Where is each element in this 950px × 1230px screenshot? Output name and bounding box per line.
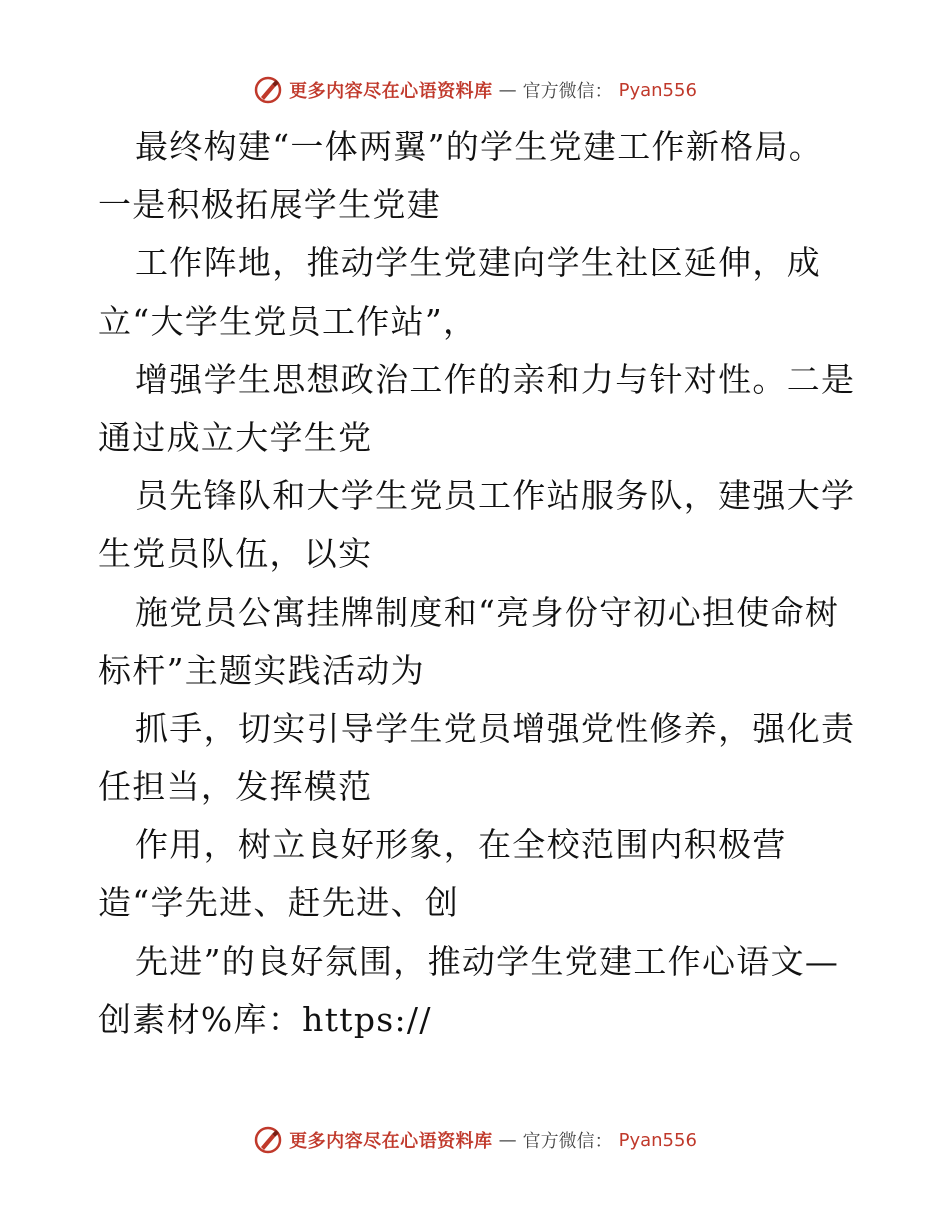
body-line: 先进”的良好氛围，推动学生党建工作心语文— (135, 941, 840, 981)
body-line: 通过成立大学生党 (98, 417, 373, 457)
body-line: 生党员队伍，以实 (98, 534, 373, 574)
watermark-wechat-id: Pyan556 (618, 1129, 697, 1151)
watermark-brand: 更多内容尽在心语资料库 (289, 1131, 493, 1152)
body-line: 造“学先进、赶先进、创 (98, 883, 460, 923)
body-line: 增强学生思想政治工作的亲和力与针对性。二是 (135, 359, 856, 399)
body-line: 一是积极拓展学生党建 (98, 185, 441, 225)
header-watermark (0, 70, 950, 110)
document-body (98, 118, 858, 1049)
watermark-dash: — (498, 79, 517, 101)
footer-watermark (0, 1120, 950, 1160)
pen-logo-icon (253, 75, 283, 105)
body-line: 标杆”主题实践活动为 (98, 650, 425, 690)
watermark-brand: 更多内容尽在心语资料库 (289, 81, 493, 102)
watermark-dash: — (498, 1129, 517, 1151)
body-line: 工作阵地，推动学生党建向学生社区延伸，成 (135, 243, 821, 283)
pen-logo-icon (253, 1125, 283, 1155)
body-line: 作用，树立良好形象，在全校范围内积极营 (135, 825, 787, 865)
body-line: 抓手，切实引导学生党员增强党性修养，强化责 (135, 708, 856, 748)
body-line: 员先锋队和大学生党员工作站服务队，建强大学 (135, 476, 856, 516)
watermark-wechat-id: Pyan556 (618, 79, 697, 101)
watermark-official-label: 官方微信： (522, 1131, 613, 1152)
body-line: 创素材%库：https:// (98, 999, 432, 1039)
watermark-official-label: 官方微信： (522, 81, 613, 102)
body-line: 任担当，发挥模范 (98, 767, 373, 807)
body-line: 立“大学生党员工作站”， (98, 301, 478, 341)
body-line: 施党员公寓挂牌制度和“亮身份守初心担使命树 (135, 592, 840, 632)
body-line: 最终构建“一体两翼”的学生党建工作新格局。 (135, 127, 824, 166)
